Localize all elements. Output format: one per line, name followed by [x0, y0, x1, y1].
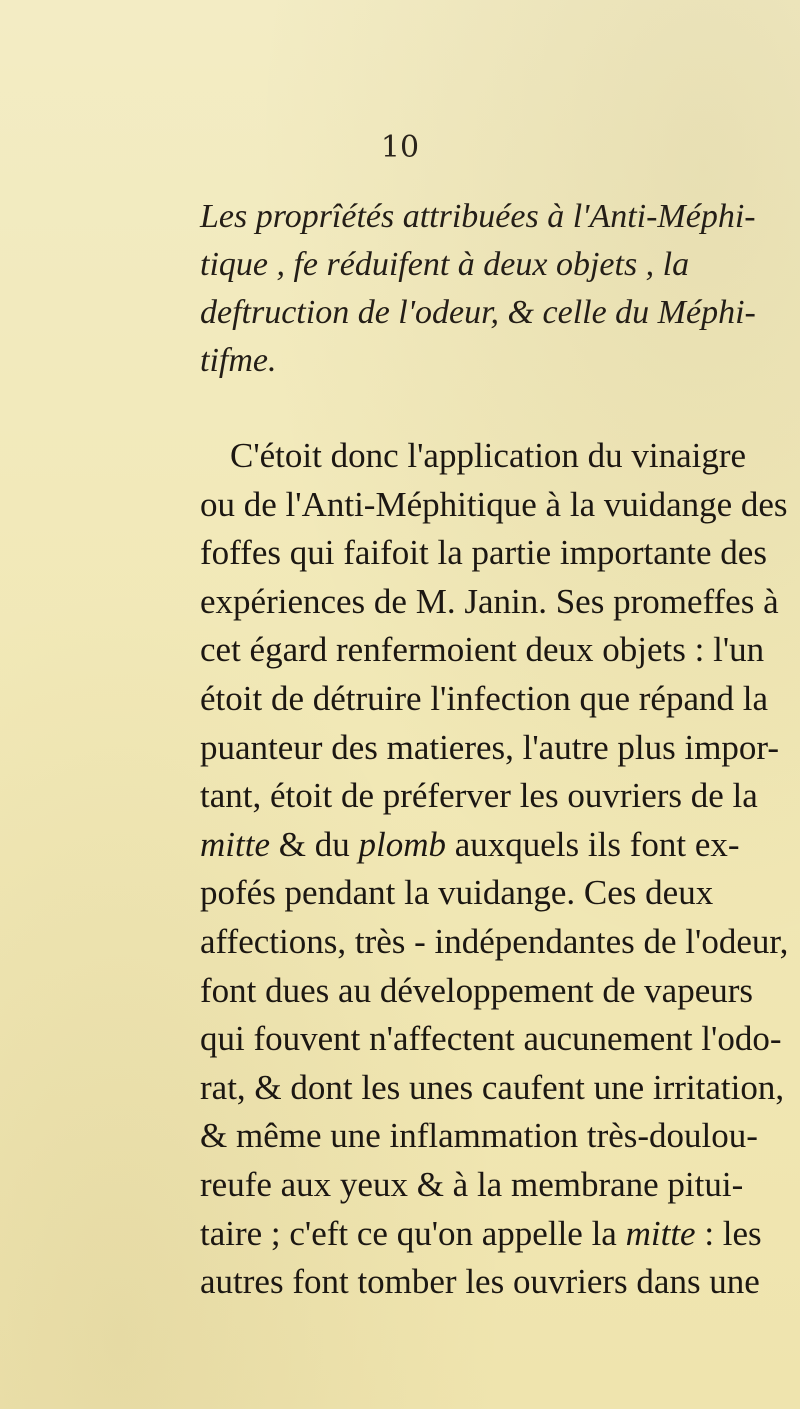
body-line [200, 821, 800, 870]
heading-line: deftruction de l'odeur, & celle du Méphi- [200, 294, 756, 331]
page-number: 10 [380, 130, 420, 165]
body-line: étoit de détruire l'infection que répand la [200, 678, 769, 718]
heading-line: tifme. [200, 342, 277, 379]
body-line: expériences de M. Janin. Ses promeffes à [200, 581, 779, 621]
body-paragraph [200, 432, 800, 1307]
body-line: font dues au développement de vapeurs [200, 970, 754, 1010]
body-fragment: : les [704, 1213, 762, 1253]
body-line: tant, étoit de préferver les ouvriers de la [200, 776, 758, 816]
body-line: & même une inflammation très-doulou- [200, 1116, 758, 1156]
body-fragment: auxquels ils font ex- [454, 824, 740, 864]
italic-term-mitte: mitte [200, 824, 270, 864]
italic-term-mitte: mitte [625, 1213, 696, 1253]
body-line: cet égard renfermoient deux objets : l'un [200, 630, 765, 670]
body-line: pofés pendant la vuidange. Ces deux [200, 873, 714, 913]
body-line: autres font tomber les ouvriers dans une [200, 1262, 760, 1302]
italic-summary-heading [200, 193, 800, 385]
body-line: affections, très - indépendantes de l'odeur, [200, 921, 789, 961]
body-line: puanteur des matieres, l'autre plus impor- [200, 727, 780, 767]
body-line: rat, & dont les unes caufent une irritation, [200, 1067, 785, 1107]
body-line: C'étoit donc l'application du vinaigre [230, 436, 747, 475]
body-line: qui fouvent n'affectent aucunement l'odo- [200, 1019, 782, 1059]
body-line: foffes qui faifoit la partie importante des [200, 533, 767, 573]
body-line [200, 1210, 800, 1259]
body-line: ou de l'Anti-Méphitique à la vuidange des [200, 484, 788, 524]
body-fragment: taire ; c'eft ce qu'on appelle la [200, 1213, 617, 1253]
body-fragment: du [314, 824, 350, 864]
body-fragment: & [278, 824, 306, 864]
body-line: reufe aux yeux & à la membrane pitui- [200, 1164, 744, 1204]
heading-line: Les proprîétés attribuées à l'Anti-Méphi- [200, 198, 756, 235]
heading-line: tique , fe réduifent à deux objets , la [200, 246, 690, 283]
italic-term-plomb: plomb [358, 824, 446, 864]
